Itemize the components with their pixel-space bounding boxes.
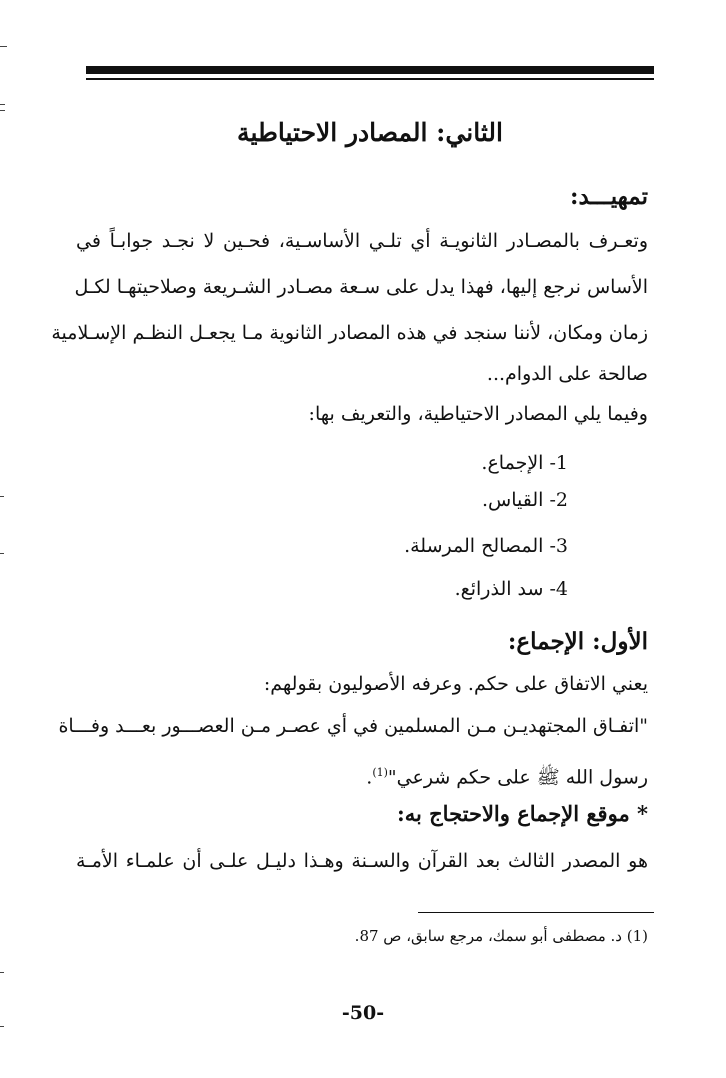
paragraph-line: وتعـرف بالمصـادر الثانويـة أي تلـي الأساسـية، فحـين لا نجـد جوابـاً في bbox=[76, 230, 648, 252]
scan-edge-mark bbox=[0, 104, 5, 105]
list-item: 2- القياس. bbox=[482, 489, 568, 511]
scan-edge-mark bbox=[0, 1026, 4, 1027]
scan-edge-mark bbox=[0, 110, 5, 111]
quote-line: "اتفـاق المجتهديـن مـن المسلمين في أي عصـر مـن العصـــور بعـــد وفـــاة bbox=[58, 715, 648, 737]
list-item: 1- الإجماع. bbox=[481, 452, 568, 474]
scan-edge-mark bbox=[0, 496, 4, 497]
quote-line-end bbox=[366, 750, 648, 800]
page-number: -50- bbox=[341, 1002, 385, 1024]
list-item: 4- سد الذرائع. bbox=[454, 578, 568, 600]
header-rule-thin bbox=[86, 78, 654, 80]
quote-period: . bbox=[366, 766, 373, 789]
paragraph-line: الأساس نرجع إليها، فهذا يدل على سـعة مصـادر الشـريعة وصلاحيتهـا لكـل bbox=[74, 276, 648, 298]
list-intro: وفيما يلي المصادر الاحتياطية، والتعريف بها: bbox=[308, 403, 648, 425]
intro-heading: تمهيـــد: bbox=[569, 183, 648, 210]
scan-edge-mark bbox=[0, 553, 4, 554]
paragraph-line: زمان ومكان، لأننا سنجد في هذه المصادر الثانوية مـا يجعـل النظـم الإسـلامية bbox=[51, 322, 648, 344]
paragraph-line: صالحة على الدوام... bbox=[486, 363, 648, 385]
ijma-heading: الأول: الإجماع: bbox=[507, 628, 648, 655]
scan-edge-mark bbox=[0, 972, 4, 973]
paragraph-line: هو المصدر الثالث بعد القرآن والسـنة وهـذا دليـل علـى أن علمـاء الأمـة bbox=[76, 850, 648, 872]
ijma-definition: يعني الاتفاق على حكم. وعرفه الأصوليون بقولهم: bbox=[263, 673, 648, 695]
footnote-separator bbox=[418, 912, 654, 913]
list-item: 3- المصالح المرسلة. bbox=[404, 535, 568, 557]
scan-edge-mark bbox=[0, 46, 7, 47]
ijma-subheading: * موقع الإجماع والاحتجاج به: bbox=[396, 801, 648, 826]
footnote: (1) د. مصطفى أبو سمك، مرجع سابق، ص 87. bbox=[354, 927, 648, 945]
section-title: الثاني: المصادر الاحتياطية bbox=[237, 118, 503, 147]
footnote-reference: (1) bbox=[372, 766, 388, 779]
header-rule-thick bbox=[86, 66, 654, 74]
quote-text: رسول الله ﷺ على حكم شرعي" bbox=[387, 766, 648, 789]
